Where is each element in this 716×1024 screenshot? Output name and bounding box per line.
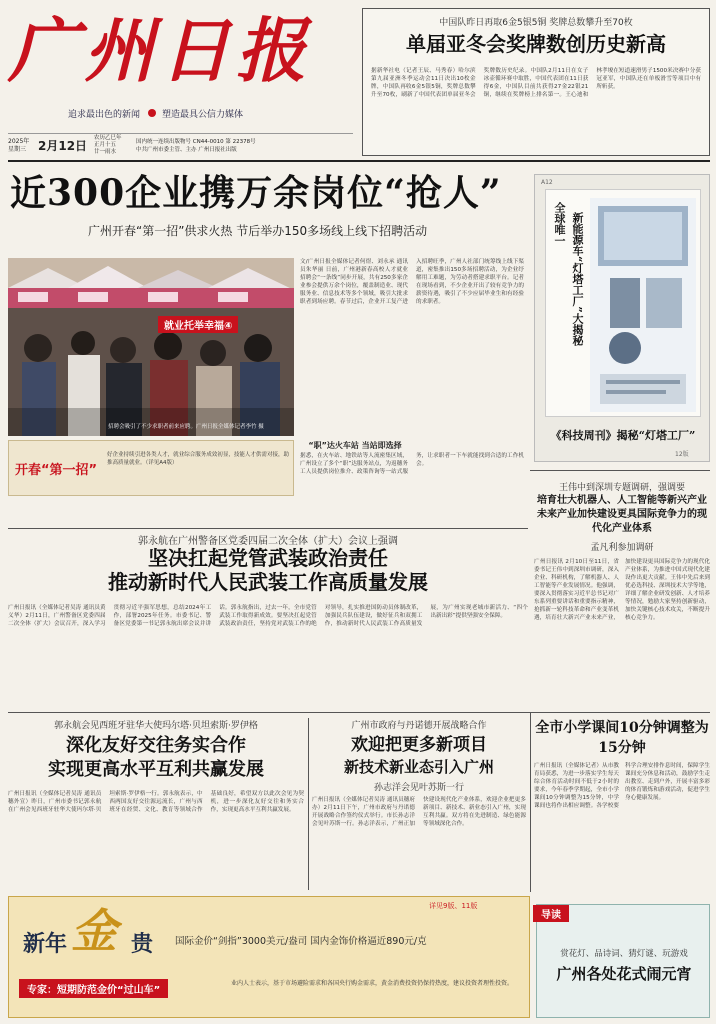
- lead-body-2: 据悉，在火车站、地铁站等人流密集区域，广州设立了多个“职”达服务站点，为返穗务工人员提供岗位推介、政策咨询等一站式服务，让求职者一下车就能找到合适的工作机会。: [300, 453, 524, 475]
- politics-headline-1: 坚决扛起党管武装政治责任: [148, 546, 388, 570]
- feature-section-ref: 12版: [675, 451, 689, 458]
- politics-kicker: 郭永航在广州警备区党委四届二次全体（扩大）会议上强调: [138, 536, 398, 547]
- slogan-left: 追求最出色的新闻: [68, 109, 141, 120]
- top-news-body: 据新华社电（记者王辰、马秀春）哈尔滨第九届亚洲冬季运动会11日决出10枚金牌，中国队再收6金5银5铜，奖牌总数攀升至70枚，刷新了中国代表团单届亚冬会奖牌数历史纪录。中国队2月11日在女子冰壶循环赛中取胜，中国代表团在11日获得6金，中国队目前共获得27金22银21铜，继续在奖牌榜上排名第一。王心迪和林孝埈在短道速滑男子1500米决赛中分获冠亚军，中国队还在单板滑雪等项目中有所斩获。: [371, 68, 701, 98]
- slogan-dot-icon: [148, 109, 156, 117]
- recruitment-fair-photo: [8, 258, 294, 436]
- gold-expert-tag: 专家：短期防范金价“过山车”: [19, 979, 168, 998]
- politics-body: 广州日报讯（全媒体记者吴涛 通讯员黄义华）2月11日，广州警备区党委四届二次全体（扩大）会议召开，深入学习贯彻习近平强军思想，总结2024年工作，部署2025年任务。市委书记、警备区党委第一书记郭永航出席会议并讲话。郭永航指出，过去一年，全市党管武装工作取得新成效。要坚决扛起党管武装政治责任，坚持党对武装工作的绝对领导，扎实推进国防动员体制改革，加强民兵队伍建设，做好征兵和双拥工作，推动新时代人民武装工作高质量发展，为广州实现老城市新活力、“四个出新出彩”提供坚强安全保障。: [8, 605, 528, 627]
- story-cn-kicker: 郭永航会见西班牙驻华大使玛尔塔·贝坦索斯·罗伊格: [54, 721, 258, 731]
- lunar-line-1: 农历乙巳年: [94, 135, 122, 141]
- date-weekday: 星期三: [8, 145, 27, 153]
- story-fr-body: 广州日报讯（全媒体记者吴涛 通讯员穗府办）2月11日下午，广州市政府与丹诺德开展战略合作签约仪式举行。市长孙志洋会见叶苏斯一行。孙志洋表示，广州正加快建设现代化产业体系，欢迎企业把更多新项目、新技术、新业态引入广州，实现互利共赢。双方将在先进制造、绿色能源等领域深化合作。: [312, 797, 526, 827]
- series-banner: 就业托举幸福④: [158, 316, 238, 333]
- gold-banner: [8, 896, 530, 1018]
- publisher-line: 中共广州市委主管、主办 广州日报社出版: [136, 146, 237, 153]
- story-fr-headline-1: 欢迎把更多新项目: [351, 735, 487, 755]
- guide-kicker: 赏花灯、品诗词、猜灯谜、玩游戏: [560, 949, 688, 959]
- gold-title-char: 金: [71, 904, 117, 958]
- lunar-line-2: 正月十五: [94, 142, 117, 148]
- lead-tag-note: 好企业持续引进各类人才，就业综合服务成效初显，技能人才供需对接，助推高质量就业。（详见A4版）: [107, 452, 289, 466]
- feature-vertical-1: 全球唯一: [553, 202, 566, 246]
- masthead: [8, 6, 358, 156]
- right-story-body: 广州日报讯 2月10日至11日，省委书记王伟中到深圳市调研，深入企业、科研机构，了解机器人、人工智能等产业发展情况。他强调，要深入贯彻落实习近平总书记对广东系列重要讲话和重要指示精神，抢抓新一轮科技革命和产业变革机遇，培育壮大新兴产业未来产业，加快建设更具国际竞争力的现代化产业体系，为推进中国式现代化建设作出更大贡献。王伟中先后来到优必选科技、深圳技术大学等地，详细了解企业研发创新、人才培养等情况，勉励大家坚持创新驱动，加快关键核心技术攻关，不断提升核心竞争力。: [534, 559, 710, 621]
- right-story2-body: 广州日报讯（全媒体记者）从市教育局获悉，为进一步落实学生每天综合体育活动时间不低于2小时的要求，今年春季学期起，全市小学课间10分钟调整为15分钟，中学课间也将作出相应调整。各学校要科学合理安排作息时间，保障学生课间充分休息和活动，鼓励学生走出教室、走到户外，开展丰富多彩的体育锻炼和游戏活动，促进学生身心健康发展。: [534, 763, 710, 809]
- lead-photo: [8, 258, 294, 436]
- guide-box: [536, 904, 710, 1018]
- gold-detail-ref: 详见9版、11版: [429, 902, 478, 910]
- right-story-headline: 培育壮大机器人、人工智能等新兴产业未来产业加快建设更具国际竞争力的现代化产业体系: [537, 495, 707, 534]
- lead-tag: 开春“第一招”: [15, 463, 98, 478]
- feature-caption: 《科技周刊》揭秘“灯塔工厂”: [550, 429, 696, 442]
- feature-vertical-2: 新能源车“灯塔工厂”大揭秘: [571, 212, 584, 346]
- masthead-logo: 广州日报: [8, 9, 312, 92]
- factory-robot-illustration: [590, 198, 696, 412]
- story-cn-body: 广州日报讯（全媒体记者吴涛 通讯员穗外宣）昨日，广州市委书记郭永航在广州会见西班牙驻华大使玛尔塔·贝坦索斯·罗伊格一行。郭永航表示，中西两国友好交往源远流长，广州与西班牙在经贸、文化、教育等领域合作基础良好，希望双方以此次会见为契机，进一步深化友好交往和务实合作，实现更高水平互利共赢发展。: [8, 791, 304, 813]
- right-story-byline: 孟凡利参加调研: [590, 543, 654, 553]
- photo-caption: 招聘会吸引了不少求职者前来应聘。广州日报全媒体记者李竹 摄: [108, 424, 264, 430]
- lead-subsection-title: “职”达火车站 当站即选择: [308, 441, 402, 450]
- lead-tag-box: [8, 440, 294, 496]
- story-cn-headline-2: 实现更高水平互利共赢发展: [48, 759, 264, 780]
- gold-title-pre: 新年: [23, 931, 68, 957]
- gold-expert-note: 业内人士表示，基于市场避险需求和各国央行购金需求，黄金消费投资仍保持热度，建议投资者理性投资。: [231, 980, 514, 987]
- gold-title-post: 贵: [131, 931, 154, 957]
- top-news-kicker: 中国队昨日再取6金5银5铜 奖牌总数攀升至70枚: [439, 18, 633, 28]
- guide-headline: 广州各处花式闹元宵: [556, 965, 692, 983]
- gold-price-line: 国际金价“剑指”3000美元/盎司 国内金饰价格逼近890元/克: [175, 936, 427, 947]
- guide-label: 导读: [533, 905, 569, 922]
- right-story-kicker: 王伟中到深圳专题调研，强调要: [558, 483, 685, 493]
- sidebar-feature: [534, 174, 710, 462]
- story-fr-byline: 孙志洋会见叶苏斯一行: [373, 783, 464, 793]
- story-cn-headline-1: 深化友好交往务实合作: [66, 735, 246, 756]
- feature-folio: A12: [541, 179, 553, 186]
- lead-headline: 近300企业携万余岗位“抢人”: [10, 172, 502, 214]
- story-fr-headline-2: 新技术新业态引入广州: [343, 758, 494, 776]
- top-news: [362, 8, 710, 156]
- story-fr-kicker: 广州市政府与丹诺德开展战略合作: [351, 721, 487, 731]
- lead-body: 文/广州日报全媒体记者何煜、刘永承 通讯员朱华丽 日前，广州港新春高校人才就业招聘会“一条线”同步开展，共有250多家企业参会提供万余个岗位，覆盖制造业、现代服务业、信息技术等多个领域，吸引大批求职者到场应聘。春节过后，企业开工复产进入招聘旺季，广州人社部门统筹线上线下渠道，密集推出150多场招聘活动，为企业纾解用工难题，为劳动者搭建求职平台。记者在现场看到，不少企业开出了较有竞争力的薪资待遇，吸引了不少应届毕业生和有经验的求职者。: [300, 259, 524, 305]
- slogan-right: 塑造最具公信力媒体: [162, 109, 244, 120]
- feature-page-thumbnail: [545, 189, 701, 417]
- lead-subheadline: 广州开春“第一招”供求火热 节后举办150多场线上线下招聘活动: [88, 224, 428, 238]
- date: 2月12日: [38, 139, 88, 153]
- top-news-headline: 单届亚冬会奖牌数创历史新高: [406, 32, 666, 56]
- publication-code: 国内统一连续出版物号 CN44-0010 第 22378号: [136, 138, 256, 145]
- politics-headline-2: 推动新时代人民武装工作高质量发展: [108, 570, 428, 594]
- right-story2-headline: 全市小学课间10分钟调整为15分钟: [535, 720, 709, 756]
- date-year: 2025年: [8, 137, 30, 145]
- lunar-line-3: 廿一雨水: [94, 149, 117, 155]
